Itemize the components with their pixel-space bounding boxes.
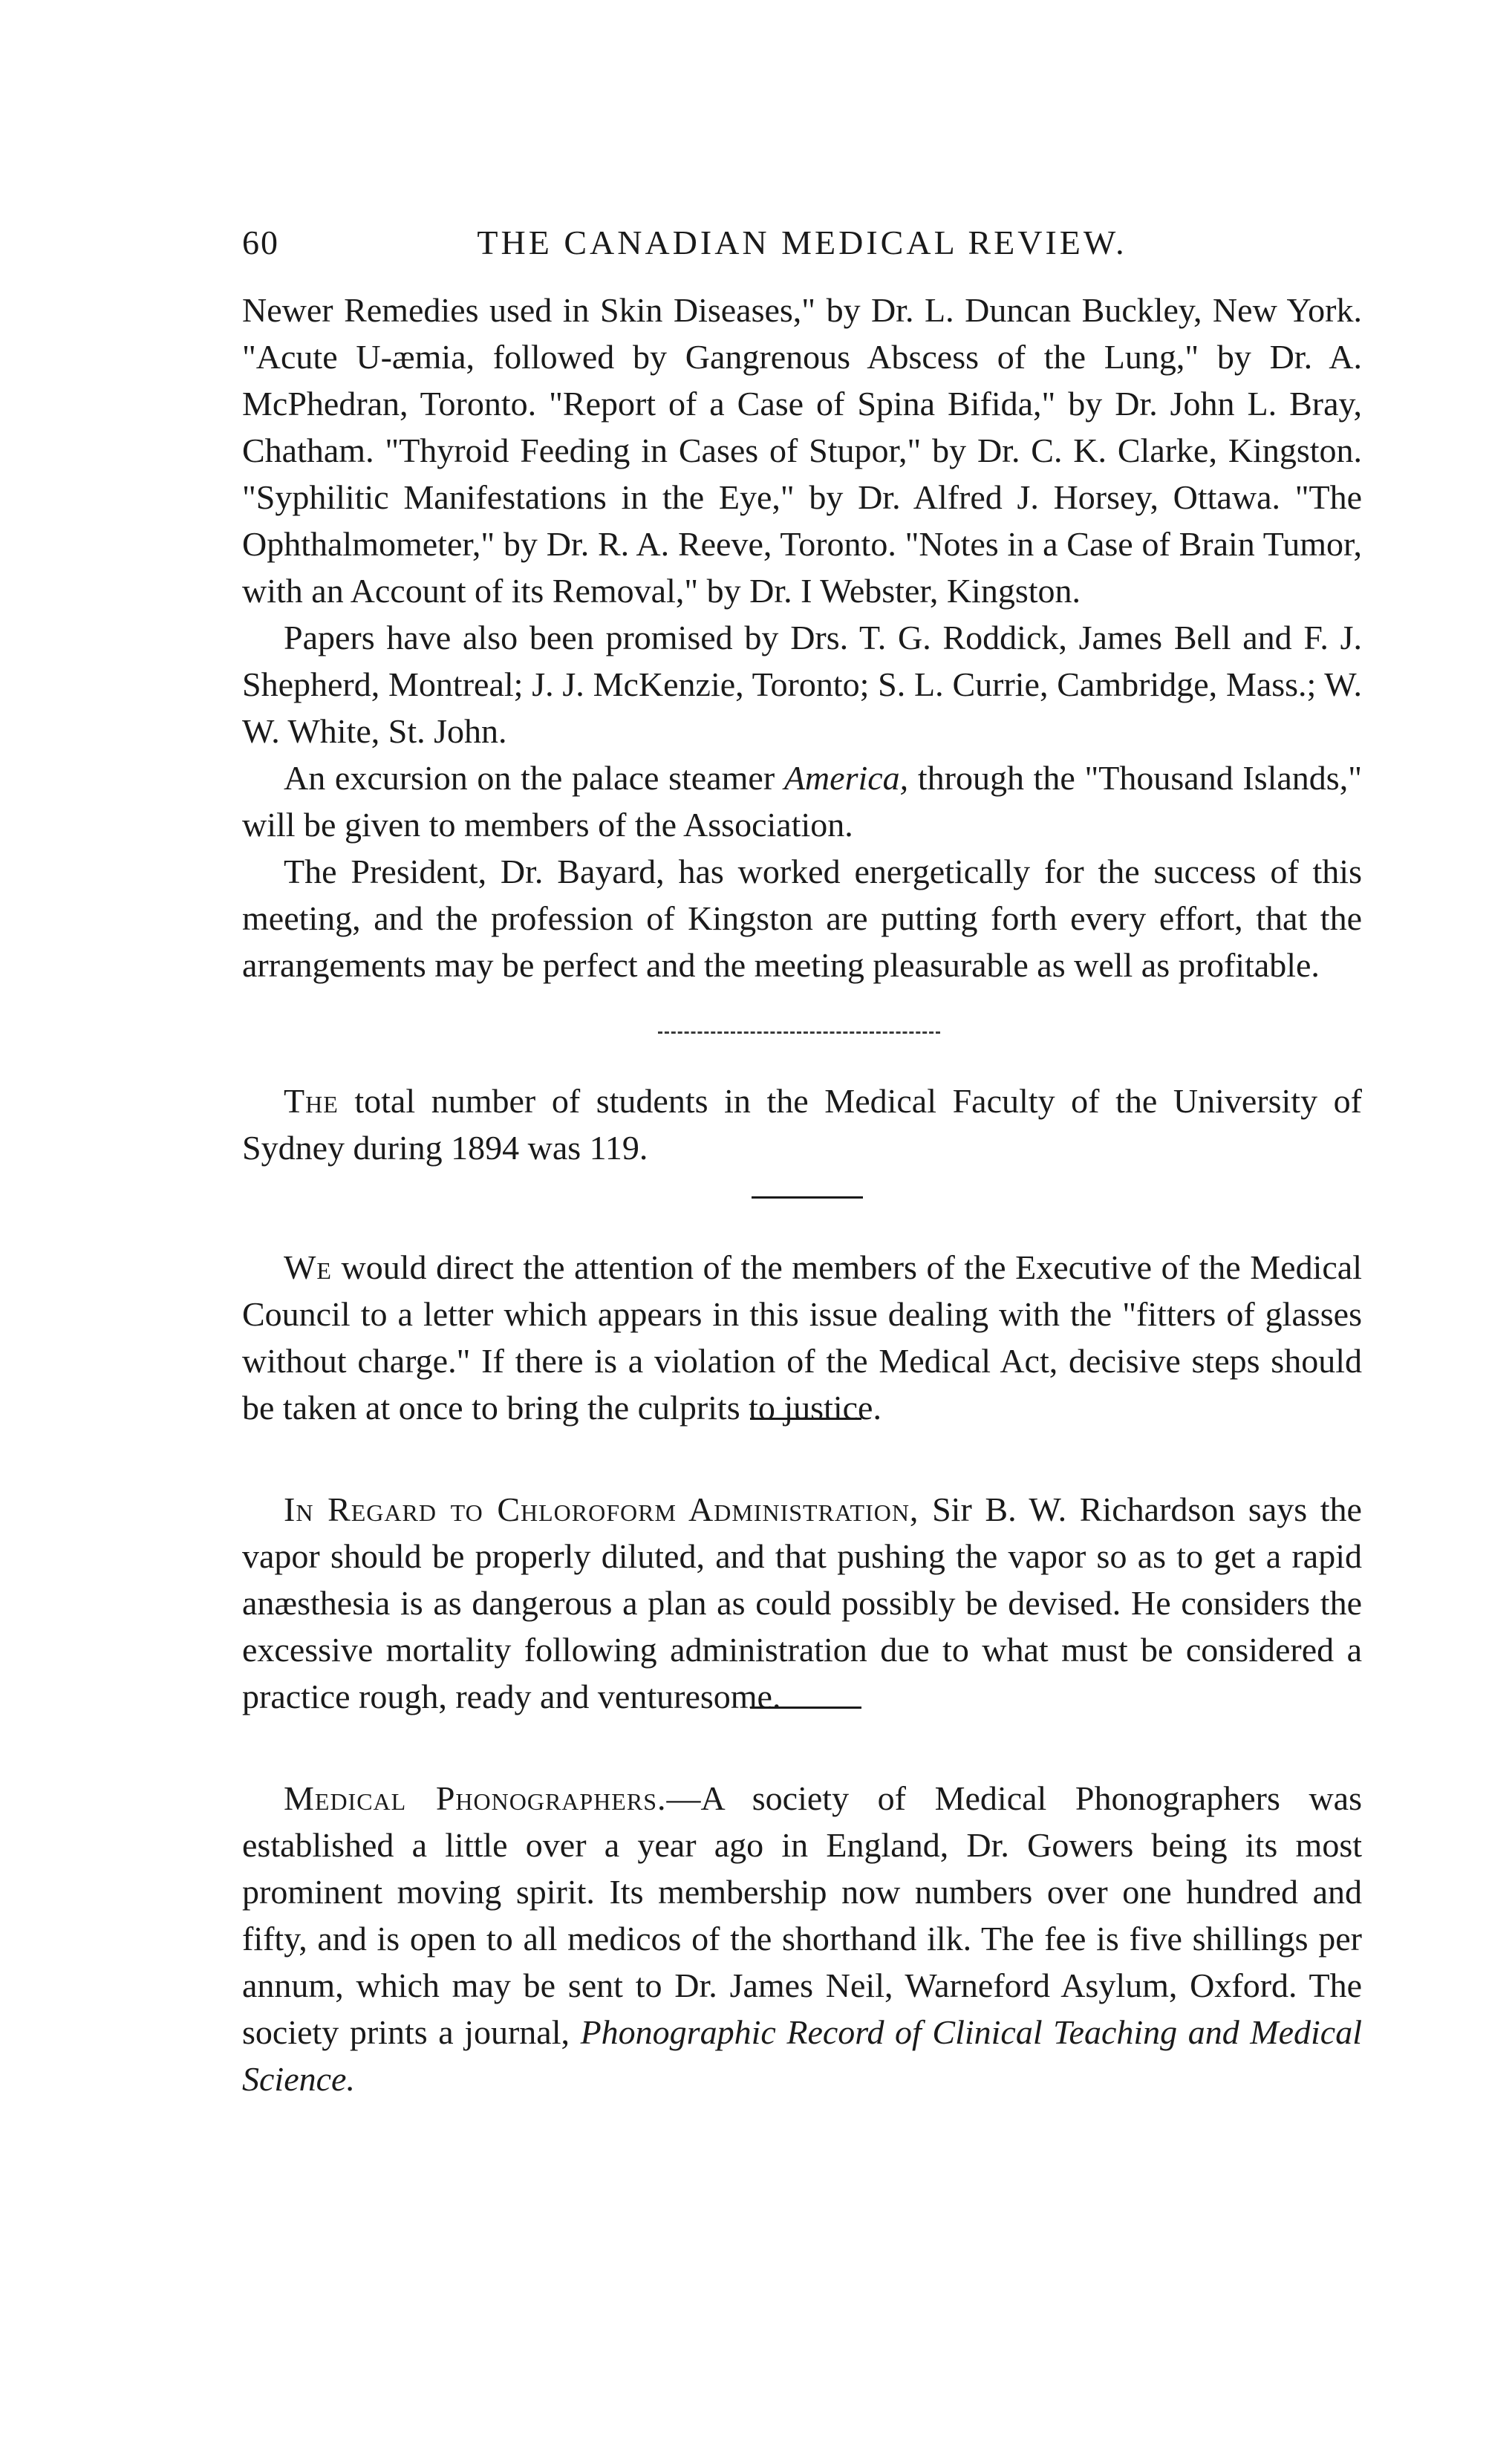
note-divider-2 [242, 1431, 1362, 1486]
journal-name: Phonographic Record of Clinical Teaching and Medical Science. [242, 2013, 1363, 2098]
divider-rule [752, 1196, 863, 1199]
steamer-name: America, [783, 759, 909, 797]
excursion-text-end: through the "Thousand Islands," will be given to members of the Association. [242, 759, 1362, 844]
chloroform-note-lead: In Regard to Chloroform Administration, [284, 1490, 919, 1528]
phonographers-note [242, 1775, 1362, 2102]
section-ornament [242, 988, 1362, 1060]
page [242, 223, 1362, 2102]
phonographers-note-lead: Medical Phonographers. [284, 1779, 667, 1817]
page-number: 60 [242, 224, 279, 261]
council-note-text: would direct the attention of the members of the Executive of the Medical Council to a letter which appears in this issue dealing with the "fitters of glasses without charge." If there is a violation of the Medical Act, decisive steps should be taken at once to bring the culprits to justice. [242, 1248, 1362, 1427]
ornament-dash [658, 1031, 940, 1034]
journal-title: THE CANADIAN MEDICAL REVIEW. [477, 224, 1127, 261]
medical-council-note [242, 1244, 1362, 1431]
president-paragraph: The President, Dr. Bayard, has worked energetically for the success of this meeting, and the profession of Kingston are putting forth every effort, that the arrangements may be perfect and the meeting pleasurable as well as profitable. [242, 853, 1362, 984]
phonographers-note-text: —A society of Medical Phonographers was established a little over a year ago in England, Dr. Gowers being its most prominent moving spirit. Its membership now numbers over one hundred and fifty, and is open to all medicos of the shorthand ilk. The fee is five shillings per annum, which may be sent to Dr. James Neil, Warneford Asylum, Oxford. The society prints a journal, [242, 1779, 1362, 2051]
chloroform-note-text: Sir B. W. Richardson says the vapor should be properly diluted, and that pushing the vapor so as to get a rapid anæsthesia is as dangerous a plan as could possibly be devised. He considers the excessive mortality following administration due to what must be considered a practice rough, ready and venturesome. [242, 1490, 1362, 1715]
promised-papers-paragraph: Papers have also been promised by Drs. T. G. Roddick, James Bell and F. J. Shepherd, Montreal; J. J. McKenzie, Toronto; S. L. Currie, Cambridge, Mass.; W. W. White, St. John. [242, 619, 1362, 750]
excursion-text-start: An excursion on the palace steamer [284, 759, 784, 797]
sydney-note [242, 1078, 1362, 1171]
divider-rule [750, 1418, 861, 1420]
note-divider-3 [242, 1720, 1362, 1775]
note-divider-1 [242, 1171, 1362, 1226]
sydney-note-text: total number of students in the Medical Faculty of the University of Sydney during 1894 was 119. [242, 1082, 1362, 1167]
council-note-lead: We [284, 1248, 332, 1286]
chloroform-note [242, 1486, 1362, 1720]
sydney-note-lead: The [284, 1082, 339, 1120]
divider-rule [750, 1707, 861, 1709]
excursion-paragraph [242, 754, 1362, 848]
association-papers-list: Newer Remedies used in Skin Diseases," by Dr. L. Duncan Buckley, New York. "Acute U-æmia, followed by Gangrenous Abscess of the Lung," by Dr. A. McPhedran, Toronto. "Report of a Case of Spina Bifida," by Dr. John L. Bray, Chatham. "Thyroid Feeding in Cases of Stupor," by Dr. C. K. Clarke, Kingston. "Syphilitic Manifestations in the Eye," by Dr. Alfred J. Horsey, Ottawa. "The Ophthalmometer," by Dr. R. A. Reeve, Toronto. "Notes in a Case of Brain Tumor, with an Account of its Removal," by Dr. I Webster, Kingston. [242, 291, 1362, 610]
running-head [242, 223, 1362, 267]
